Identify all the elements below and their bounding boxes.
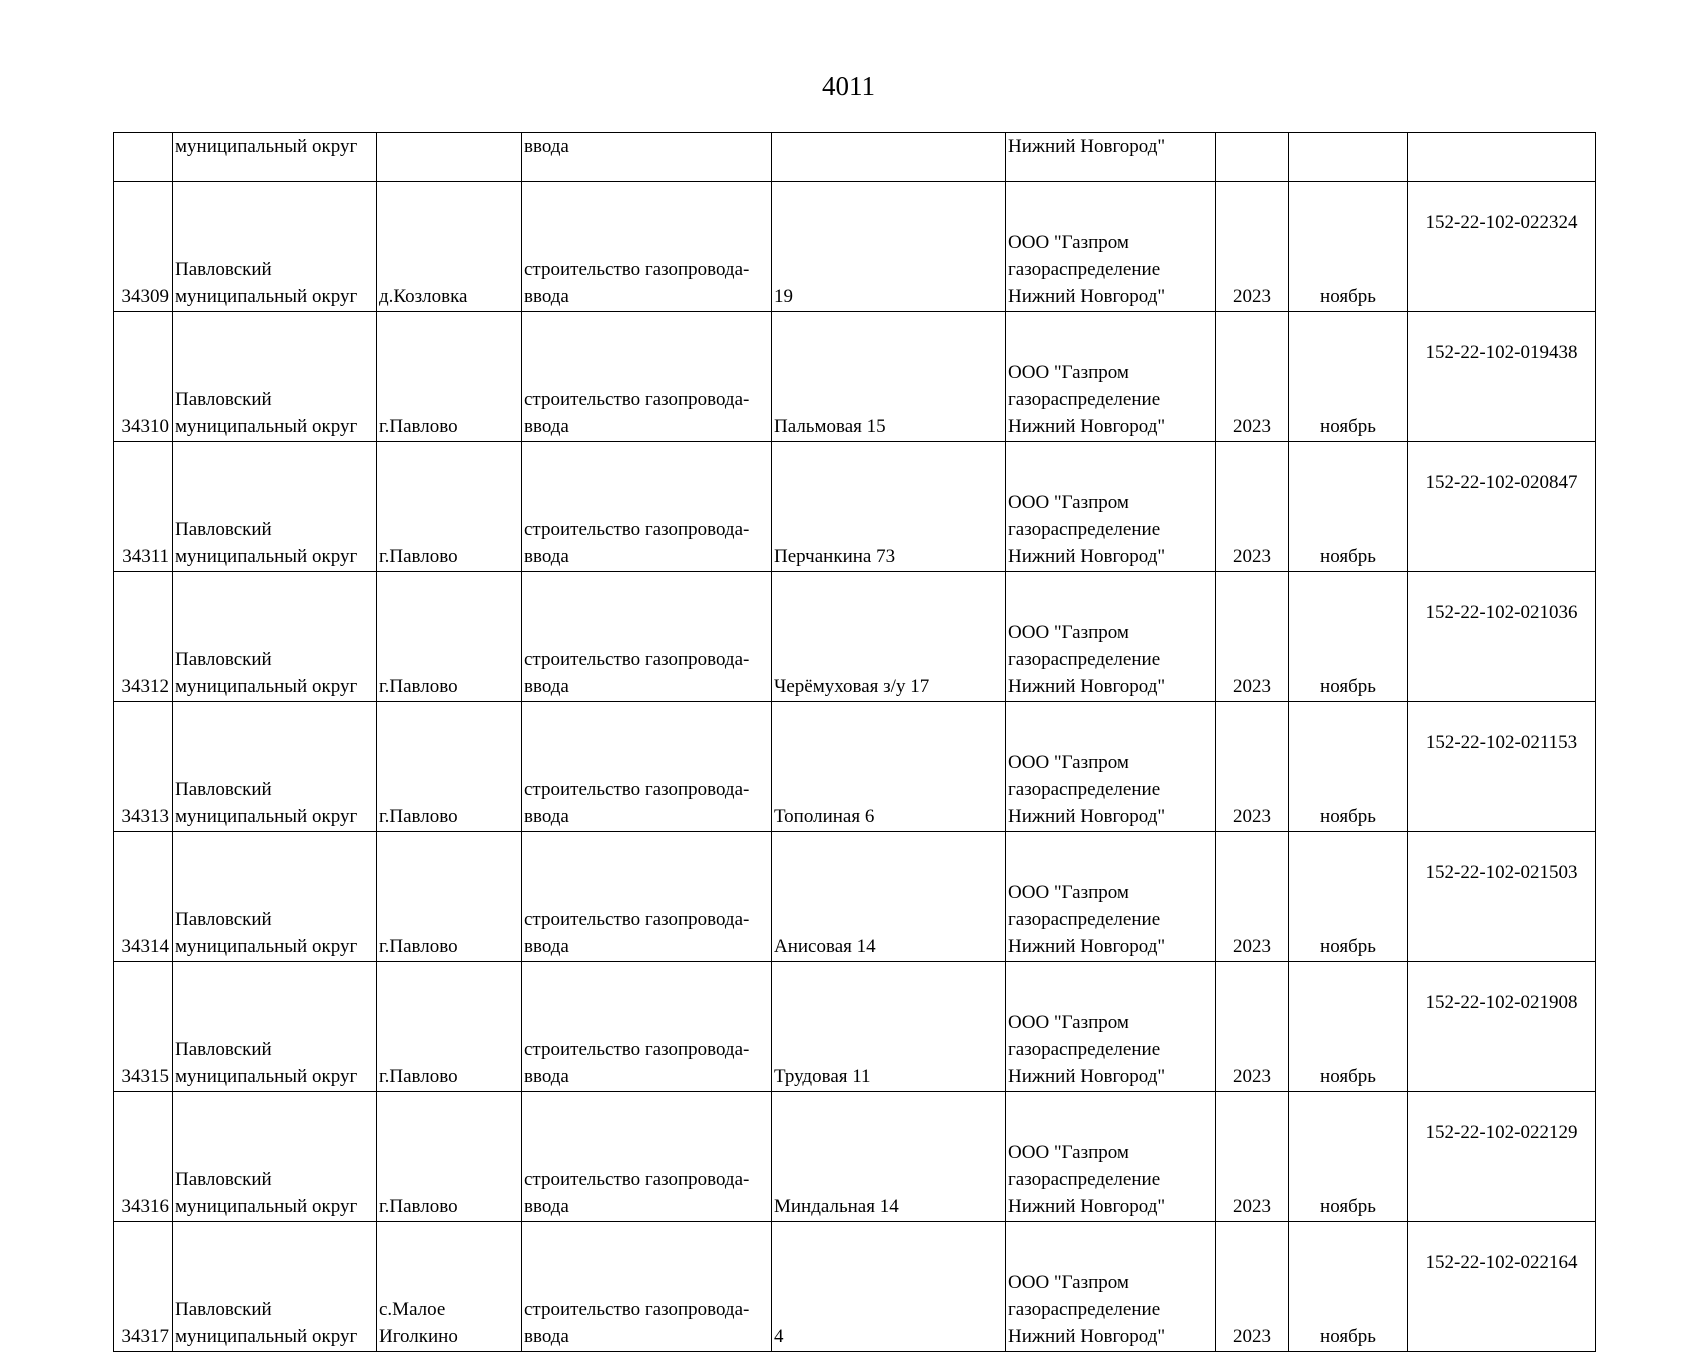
cell-district: муниципальный округ <box>173 133 377 182</box>
cell-organization <box>1006 572 1216 702</box>
month: ноябрь <box>1320 676 1376 697</box>
organization-line-2: газораспределение <box>1008 259 1161 280</box>
cell-organization <box>1006 312 1216 442</box>
cell-work-type <box>522 182 772 312</box>
cell-number <box>114 182 173 312</box>
registry-code: 152-22-102-022164 <box>1425 1252 1578 1273</box>
locality-line-2: Иголкино <box>379 1326 458 1347</box>
month: ноябрь <box>1320 416 1376 437</box>
district-line-2: муниципальный округ <box>175 676 358 697</box>
work-type-line-1: строительство газопровода- <box>524 909 750 930</box>
cell-year <box>1216 702 1289 832</box>
gas-connection-table <box>113 132 1596 1352</box>
cell-month <box>1289 832 1408 962</box>
cell-organization <box>1006 1222 1216 1352</box>
cell-year <box>1216 572 1289 702</box>
locality-line-2: г.Павлово <box>379 546 458 567</box>
district-line-1: Павловский <box>175 519 272 540</box>
district-line-2: муниципальный округ <box>175 1196 358 1217</box>
row-number: 34313 <box>121 806 169 827</box>
cell-number <box>114 832 173 962</box>
cell-district <box>173 442 377 572</box>
work-type-line-2: ввода <box>524 1196 569 1217</box>
district-line-2: муниципальный округ <box>175 286 358 307</box>
cell-organization <box>1006 1092 1216 1222</box>
cell-year <box>1216 442 1289 572</box>
organization-line-3: Нижний Новгород" <box>1008 676 1166 697</box>
month: ноябрь <box>1320 1066 1376 1087</box>
work-type-line-2: ввода <box>524 806 569 827</box>
work-type-line-1: строительство газопровода- <box>524 389 750 410</box>
organization-line-1: ООО "Газпром <box>1008 1272 1129 1293</box>
cell-locality <box>377 572 522 702</box>
organization-line-1: ООО "Газпром <box>1008 492 1129 513</box>
cell-work-type <box>522 702 772 832</box>
district-line-1: Павловский <box>175 909 272 930</box>
cell-district <box>173 182 377 312</box>
locality-line-2: г.Павлово <box>379 676 458 697</box>
cell-address <box>772 702 1006 832</box>
cell-locality <box>377 442 522 572</box>
work-type-line-1: строительство газопровода- <box>524 259 750 280</box>
address: Трудовая 11 <box>774 1066 871 1087</box>
cell-organization: Нижний Новгород" <box>1006 133 1216 182</box>
work-type-line-1: строительство газопровода- <box>524 779 750 800</box>
cell-number <box>114 1092 173 1222</box>
registry-code: 152-22-102-021036 <box>1425 602 1578 623</box>
cell-district <box>173 312 377 442</box>
row-number: 34314 <box>121 936 169 957</box>
organization-line-3: Нижний Новгород" <box>1008 936 1166 957</box>
cell-organization <box>1006 702 1216 832</box>
cell-code <box>1408 182 1596 312</box>
cell-work-type <box>522 1222 772 1352</box>
cell-locality <box>377 1092 522 1222</box>
locality-line-2: г.Павлово <box>379 1196 458 1217</box>
district-line-2: муниципальный округ <box>175 806 358 827</box>
row-number: 34309 <box>121 286 169 307</box>
work-type-line-2: ввода <box>524 546 569 567</box>
cell-year <box>1216 182 1289 312</box>
address: Миндальная 14 <box>774 1196 899 1217</box>
cell-year <box>1216 962 1289 1092</box>
cell-month <box>1289 133 1408 182</box>
cell-month <box>1289 312 1408 442</box>
row-number: 34315 <box>121 1066 169 1087</box>
organization-line-1: ООО "Газпром <box>1008 1142 1129 1163</box>
locality-line-1: с.Малое <box>379 1299 446 1320</box>
work-type-line-2: ввода <box>524 416 569 437</box>
table-row <box>114 442 1596 572</box>
registry-code: 152-22-102-022324 <box>1425 212 1578 233</box>
cell-year <box>1216 832 1289 962</box>
cell-locality <box>377 1222 522 1352</box>
organization-line-1: ООО "Газпром <box>1008 882 1129 903</box>
year: 2023 <box>1233 286 1271 307</box>
work-type-line-1: строительство газопровода- <box>524 649 750 670</box>
organization-line-2: газораспределение <box>1008 649 1161 670</box>
cell-address <box>772 572 1006 702</box>
locality-line-2: г.Павлово <box>379 1066 458 1087</box>
locality-line-2: д.Козловка <box>379 286 468 307</box>
cell-month <box>1289 572 1408 702</box>
district-line-1: Павловский <box>175 779 272 800</box>
row-number: 34316 <box>121 1196 169 1217</box>
cell-month <box>1289 1222 1408 1352</box>
address: Черёмуховая з/у 17 <box>774 676 930 697</box>
cell-work-type <box>522 312 772 442</box>
cell-address <box>772 962 1006 1092</box>
year: 2023 <box>1233 676 1271 697</box>
year: 2023 <box>1233 546 1271 567</box>
cell-district <box>173 572 377 702</box>
cell-work-type: ввода <box>522 133 772 182</box>
cell-district <box>173 1222 377 1352</box>
cell-month <box>1289 962 1408 1092</box>
organization-line-1: ООО "Газпром <box>1008 232 1129 253</box>
table-row <box>114 1222 1596 1352</box>
organization-line-3: Нижний Новгород" <box>1008 1196 1166 1217</box>
cell-year <box>1216 133 1289 182</box>
cell-code <box>1408 1092 1596 1222</box>
table-row-continuation <box>114 133 1596 182</box>
organization-line-1: ООО "Газпром <box>1008 362 1129 383</box>
cell-code <box>1408 572 1596 702</box>
registry-code: 152-22-102-021908 <box>1425 992 1578 1013</box>
cell-locality <box>377 832 522 962</box>
organization-line-1: ООО "Газпром <box>1008 622 1129 643</box>
table-row <box>114 702 1596 832</box>
table-row <box>114 572 1596 702</box>
organization-line-3: Нижний Новгород" <box>1008 286 1166 307</box>
organization-line-2: газораспределение <box>1008 1299 1161 1320</box>
cell-code <box>1408 442 1596 572</box>
district-line-1: Павловский <box>175 1039 272 1060</box>
district-line-2: муниципальный округ <box>175 1326 358 1347</box>
cell-district <box>173 832 377 962</box>
work-type-line-1: строительство газопровода- <box>524 1169 750 1190</box>
work-type-line-2: ввода <box>524 676 569 697</box>
organization-line-3: Нижний Новгород" <box>1008 546 1166 567</box>
cell-number <box>114 572 173 702</box>
cell-address <box>772 133 1006 182</box>
locality-line-2: г.Павлово <box>379 416 458 437</box>
cell-locality <box>377 133 522 182</box>
cell-code <box>1408 832 1596 962</box>
cell-code <box>1408 133 1596 182</box>
cell-organization <box>1006 962 1216 1092</box>
district-line-1: Павловский <box>175 1169 272 1190</box>
district-line-1: Павловский <box>175 259 272 280</box>
address: Анисовая 14 <box>774 936 876 957</box>
organization-line-3: Нижний Новгород" <box>1008 1326 1166 1347</box>
cell-address <box>772 1222 1006 1352</box>
table-row <box>114 182 1596 312</box>
locality-line-2: г.Павлово <box>379 806 458 827</box>
cell-month <box>1289 182 1408 312</box>
cell-code <box>1408 962 1596 1092</box>
organization-line-2: газораспределение <box>1008 909 1161 930</box>
month: ноябрь <box>1320 806 1376 827</box>
year: 2023 <box>1233 1326 1271 1347</box>
district-line-2: муниципальный округ <box>175 416 358 437</box>
cell-code <box>1408 702 1596 832</box>
month: ноябрь <box>1320 546 1376 567</box>
cell-number <box>114 702 173 832</box>
organization-line-2: газораспределение <box>1008 1039 1161 1060</box>
cell-number <box>114 442 173 572</box>
cell-district <box>173 1092 377 1222</box>
district-line-1: Павловский <box>175 649 272 670</box>
month: ноябрь <box>1320 1326 1376 1347</box>
cell-address <box>772 832 1006 962</box>
cell-address <box>772 442 1006 572</box>
registry-code: 152-22-102-021153 <box>1425 732 1578 753</box>
work-type-line-2: ввода <box>524 936 569 957</box>
cell-month <box>1289 442 1408 572</box>
cell-year <box>1216 1222 1289 1352</box>
year: 2023 <box>1233 806 1271 827</box>
address: Тополиная 6 <box>774 806 875 827</box>
cell-organization <box>1006 182 1216 312</box>
organization-line-3: Нижний Новгород" <box>1008 416 1166 437</box>
table-row <box>114 1092 1596 1222</box>
cell-district <box>173 962 377 1092</box>
cell-number <box>114 1222 173 1352</box>
cell-work-type <box>522 572 772 702</box>
address: 19 <box>774 286 793 307</box>
work-type-line-2: ввода <box>524 1326 569 1347</box>
year: 2023 <box>1233 936 1271 957</box>
address: 4 <box>774 1326 784 1347</box>
organization-line-2: газораспределение <box>1008 389 1161 410</box>
year: 2023 <box>1233 1196 1271 1217</box>
cell-organization <box>1006 832 1216 962</box>
cell-year <box>1216 1092 1289 1222</box>
organization-line-1: ООО "Газпром <box>1008 1012 1129 1033</box>
district-line-1: Павловский <box>175 1299 272 1320</box>
organization-line-2: газораспределение <box>1008 1169 1161 1190</box>
month: ноябрь <box>1320 1196 1376 1217</box>
cell-work-type <box>522 442 772 572</box>
month: ноябрь <box>1320 286 1376 307</box>
address: Перчанкина 73 <box>774 546 896 567</box>
organization-line-1: ООО "Газпром <box>1008 752 1129 773</box>
year: 2023 <box>1233 1066 1271 1087</box>
cell-number <box>114 312 173 442</box>
cell-code <box>1408 1222 1596 1352</box>
cell-locality <box>377 312 522 442</box>
cell-number <box>114 133 173 182</box>
work-type-line-2: ввода <box>524 286 569 307</box>
cell-locality <box>377 182 522 312</box>
cell-address <box>772 312 1006 442</box>
organization-line-2: газораспределение <box>1008 519 1161 540</box>
organization-line-3: Нижний Новгород" <box>1008 1066 1166 1087</box>
table-row <box>114 312 1596 442</box>
locality-line-2: г.Павлово <box>379 936 458 957</box>
work-type-line-1: строительство газопровода- <box>524 1039 750 1060</box>
district-line-1: Павловский <box>175 389 272 410</box>
row-number: 34312 <box>121 676 169 697</box>
cell-district <box>173 702 377 832</box>
work-type-line-1: строительство газопровода- <box>524 1299 750 1320</box>
row-number: 34310 <box>121 416 169 437</box>
cell-address <box>772 1092 1006 1222</box>
cell-organization <box>1006 442 1216 572</box>
work-type-line-2: ввода <box>524 1066 569 1087</box>
cell-work-type <box>522 962 772 1092</box>
district-line-2: муниципальный округ <box>175 936 358 957</box>
row-number: 34311 <box>122 546 169 567</box>
cell-year <box>1216 312 1289 442</box>
table-row <box>114 832 1596 962</box>
cell-month <box>1289 702 1408 832</box>
page-number: 4011 <box>822 71 875 101</box>
cell-month <box>1289 1092 1408 1222</box>
cell-code <box>1408 312 1596 442</box>
cell-locality <box>377 702 522 832</box>
district-line-2: муниципальный округ <box>175 546 358 567</box>
cell-address <box>772 182 1006 312</box>
cell-work-type <box>522 832 772 962</box>
month: ноябрь <box>1320 936 1376 957</box>
registry-code: 152-22-102-020847 <box>1425 472 1578 493</box>
cell-work-type <box>522 1092 772 1222</box>
table-row <box>114 962 1596 1092</box>
organization-line-3: Нижний Новгород" <box>1008 806 1166 827</box>
row-number: 34317 <box>121 1326 169 1347</box>
organization-line-2: газораспределение <box>1008 779 1161 800</box>
cell-locality <box>377 962 522 1092</box>
address: Пальмовая 15 <box>774 416 886 437</box>
registry-code: 152-22-102-022129 <box>1425 1122 1578 1143</box>
cell-number <box>114 962 173 1092</box>
registry-code: 152-22-102-021503 <box>1425 862 1578 883</box>
registry-code: 152-22-102-019438 <box>1425 342 1578 363</box>
year: 2023 <box>1233 416 1271 437</box>
district-line-2: муниципальный округ <box>175 1066 358 1087</box>
work-type-line-1: строительство газопровода- <box>524 519 750 540</box>
